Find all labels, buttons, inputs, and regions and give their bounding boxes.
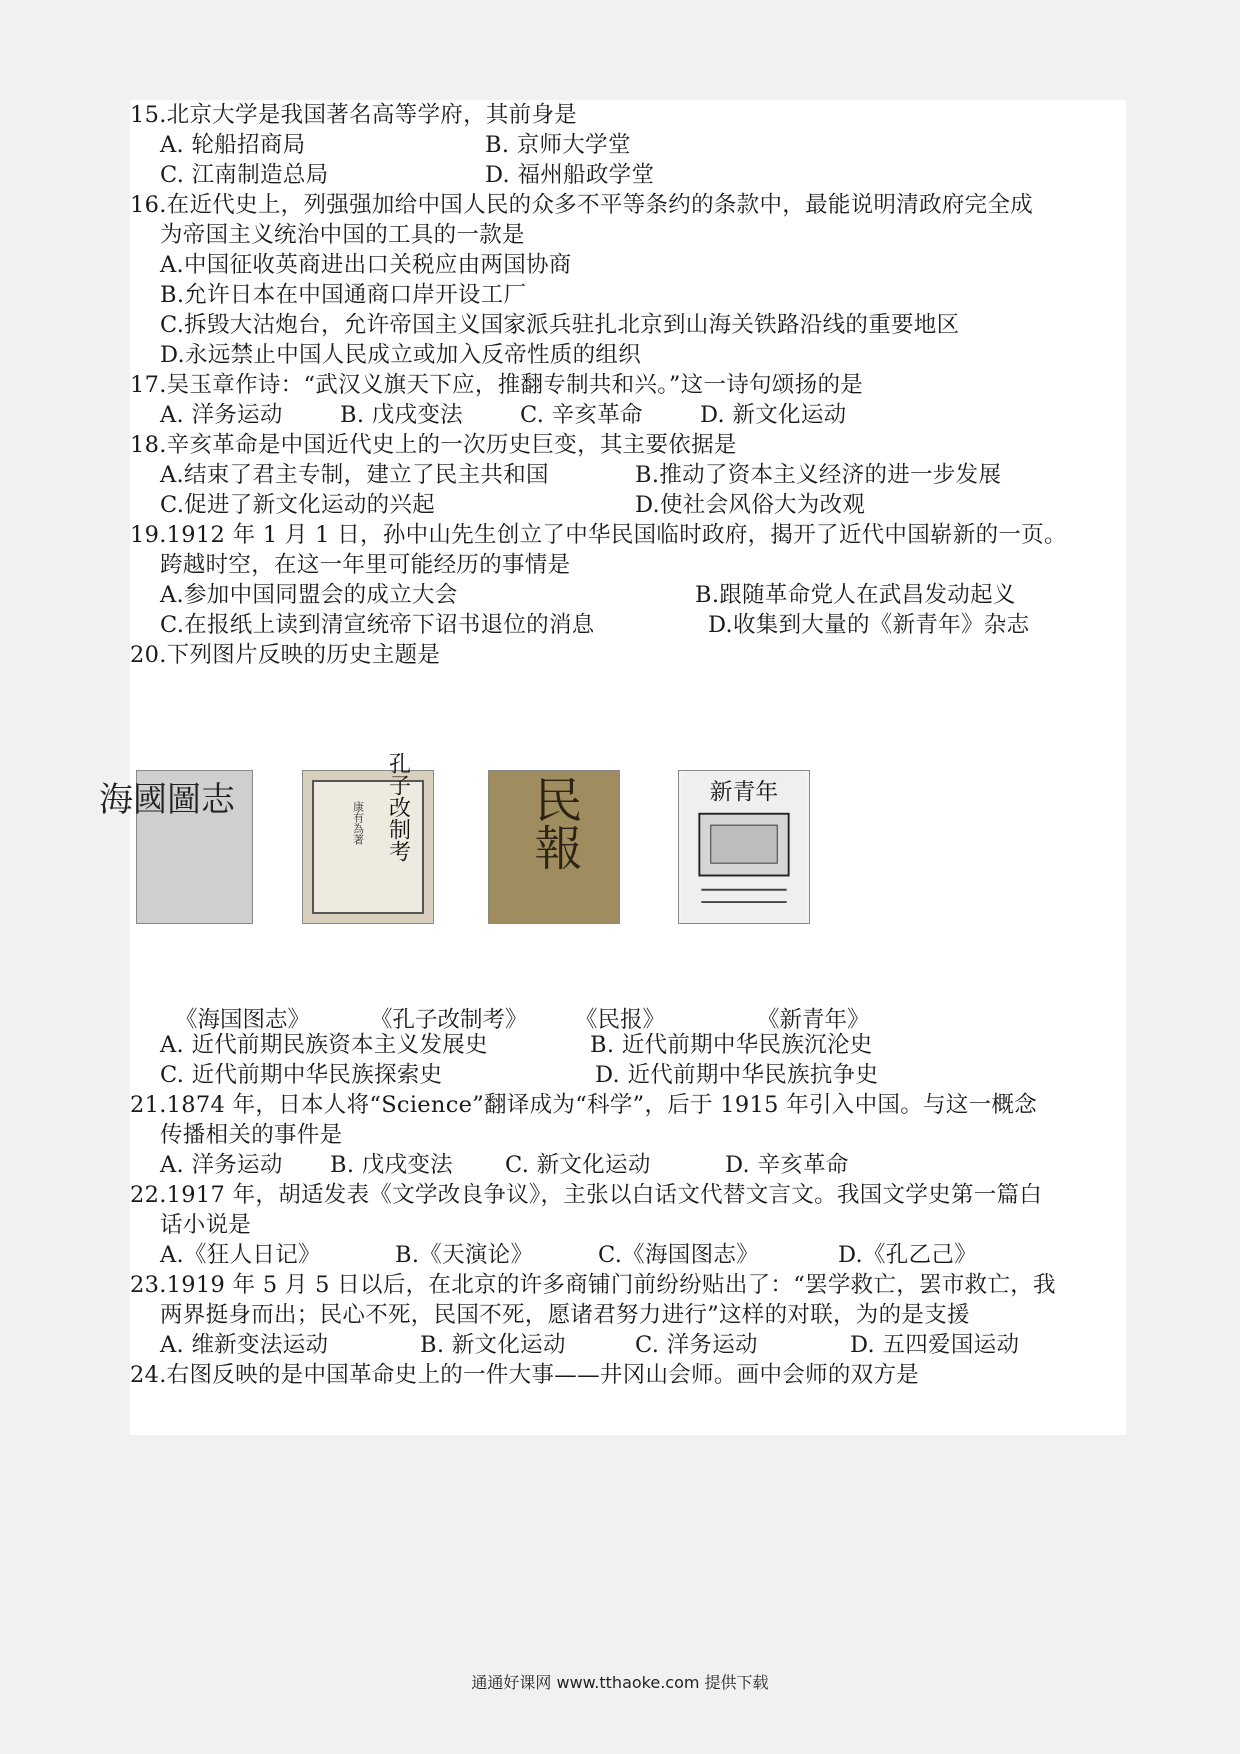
option-b: B.《天演论》 xyxy=(395,1242,534,1268)
option-a: A.《狂人日记》 xyxy=(160,1242,321,1268)
option-c: C.《海国图志》 xyxy=(598,1242,759,1268)
option-d: D.收集到大量的《新青年》杂志 xyxy=(708,612,1030,638)
question-16-option-b: B.允许日本在中国通商口岸开设工厂 xyxy=(160,282,527,308)
xin-qingnian-cover-image xyxy=(678,770,810,924)
option-a: A. 洋务运动 xyxy=(160,1152,283,1178)
option-a: A.参加中国同盟会的成立大会 xyxy=(160,582,458,608)
question-23-stem-line1: 23.1919 年 5 月 5 日以后，在北京的许多商铺门前纷纷贴出了：“罢学救亡，罢市救亡，我 xyxy=(130,1272,1056,1298)
option-a: A. 维新变法运动 xyxy=(160,1332,329,1358)
pic4-title: 新青年 xyxy=(709,779,779,806)
caption-kongzi-gaizhi-kao: 《孔子改制考》 xyxy=(370,1007,528,1033)
option-c: C. 江南制造总局 xyxy=(160,162,329,188)
exam-page xyxy=(99,100,1126,1435)
option-a: A. 轮船招商局 xyxy=(160,132,306,158)
option-b: B.跟随革命党人在武昌发动起义 xyxy=(695,582,1016,608)
option-b: B.推动了资本主义经济的进一步发展 xyxy=(635,462,1002,488)
question-19-stem-line2: 跨越时空，在这一年里可能经历的事情是 xyxy=(160,552,571,578)
question-19-stem-line1: 19.1912 年 1 月 1 日，孙中山先生创立了中华民国临时政府，揭开了近代中国崭新的一页。 xyxy=(130,522,1067,548)
option-c: C. 洋务运动 xyxy=(635,1332,758,1358)
pic1-char-1: 海國圖志 xyxy=(99,780,235,820)
question-16-option-a: A.中国征收英商进出口关税应由两国协商 xyxy=(160,252,572,278)
option-b: B. 戊戌变法 xyxy=(340,402,463,428)
option-d: D. 五四爱国运动 xyxy=(850,1332,1020,1358)
option-c: C. 辛亥革命 xyxy=(520,402,643,428)
question-22-stem-line1: 22.1917 年，胡适发表《文学改良争议》，主张以白话文代替文言文。我国文学史第一篇白 xyxy=(130,1182,1043,1208)
pic2-author: 康有為著 xyxy=(351,801,365,845)
option-a: A. 近代前期民族资本主义发展史 xyxy=(160,1032,488,1058)
question-24-stem: 24.右图反映的是中国革命史上的一件大事——井冈山会师。画中会师的双方是 xyxy=(130,1362,920,1388)
question-18-stem: 18.辛亥革命是中国近代史上的一次历史巨变，其主要依据是 xyxy=(130,432,737,458)
option-b: B. 京师大学堂 xyxy=(485,132,631,158)
option-a: A.结束了君主专制，建立了民主共和国 xyxy=(160,462,549,488)
caption-xin-qingnian: 《新青年》 xyxy=(757,1007,870,1033)
question-16-stem-line2: 为帝国主义统治中国的工具的一款是 xyxy=(160,222,525,248)
question-16-stem-line1: 16.在近代史上，列强强加给中国人民的众多不平等条约的条款中，最能说明清政府完全成 xyxy=(130,192,1034,218)
option-a: A. 洋务运动 xyxy=(160,402,283,428)
minbao-cover-image xyxy=(488,770,620,924)
option-c: C.促进了新文化运动的兴起 xyxy=(160,492,435,518)
option-c: C. 新文化运动 xyxy=(505,1152,651,1178)
question-21-stem-line2: 传播相关的事件是 xyxy=(160,1122,343,1148)
pic2-title: 孔子改制考 xyxy=(385,752,411,862)
option-d: D. 辛亥革命 xyxy=(725,1152,849,1178)
option-d: D. 福州船政学堂 xyxy=(485,162,655,188)
question-15-stem: 15.北京大学是我国著名高等学府，其前身是 xyxy=(130,102,578,128)
option-d: D.使社会风俗大为改观 xyxy=(635,492,866,518)
kongzi-gaizhi-kao-cover-image xyxy=(302,752,434,924)
option-d: D. 新文化运动 xyxy=(700,402,847,428)
option-c: C.在报纸上读到清宣统帝下诏书退位的消息 xyxy=(160,612,595,638)
question-16-option-c: C.拆毁大沽炮台，允许帝国主义国家派兵驻扎北京到山海关铁路沿线的重要地区 xyxy=(160,312,960,338)
question-20-pictures xyxy=(99,752,1126,1040)
option-b: B. 近代前期中华民族沉沦史 xyxy=(590,1032,873,1058)
haiguo-tuzhi-cover-image xyxy=(99,770,253,924)
question-20-stem: 20.下列图片反映的历史主题是 xyxy=(130,642,441,668)
question-17-stem: 17.吴玉章作诗：“武汉义旗天下应，推翻专制共和兴。”这一诗句颂扬的是 xyxy=(130,372,864,398)
option-b: B. 新文化运动 xyxy=(420,1332,566,1358)
page-footer: 通通好课网 www.tthaoke.com 提供下载 xyxy=(471,1673,769,1692)
option-b: B. 戊戌变法 xyxy=(330,1152,453,1178)
question-16-option-d: D.永远禁止中国人民成立或加入反帝性质的组织 xyxy=(160,342,641,368)
question-23-stem-line2: 两界挺身而出；民心不死，民国不死，愿诸君努力进行”这样的对联，为的是支援 xyxy=(160,1302,970,1328)
question-21-stem-line1: 21.1874 年，日本人将“Science”翻译成为“科学”，后于 1915 年引入中国。与这一概念 xyxy=(130,1092,1038,1118)
caption-minbao: 《民报》 xyxy=(575,1007,666,1033)
option-d: D. 近代前期中华民族抗争史 xyxy=(595,1062,879,1088)
caption-haiguo-tuzhi: 《海国图志》 xyxy=(175,1007,311,1033)
option-c: C. 近代前期中华民族探索史 xyxy=(160,1062,443,1088)
pic3-title: 民報 xyxy=(526,775,582,871)
option-d: D.《孔乙己》 xyxy=(838,1242,977,1268)
question-22-stem-line2: 话小说是 xyxy=(160,1212,252,1238)
